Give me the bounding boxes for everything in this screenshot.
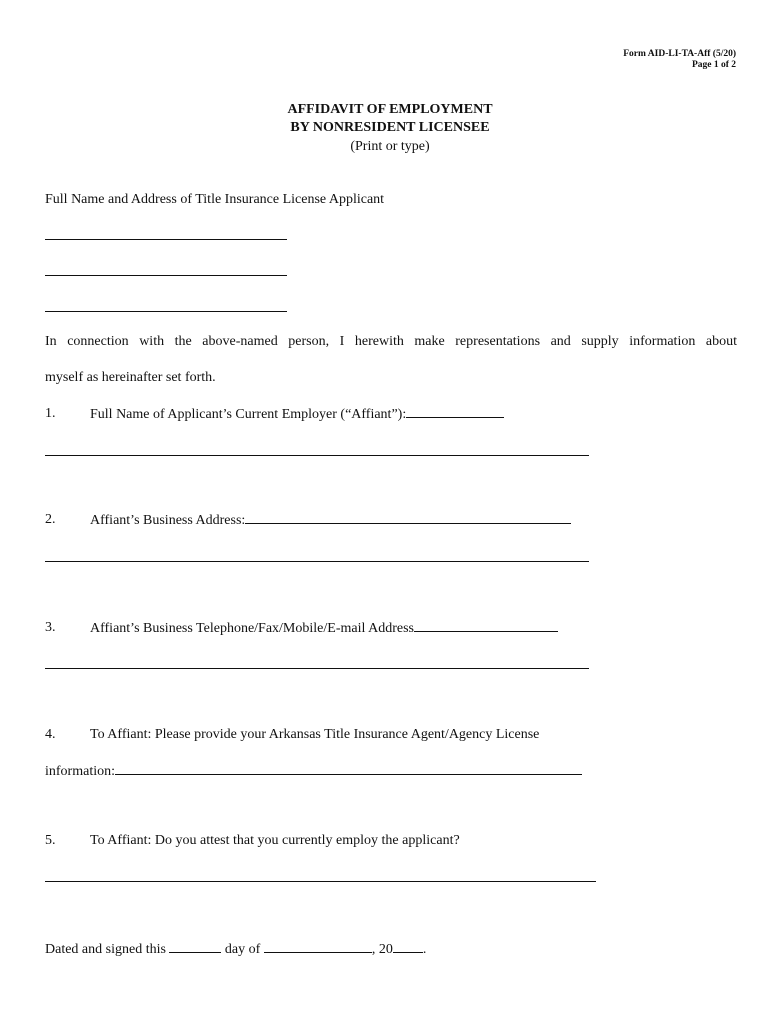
item-5-text: To Affiant: Do you attest that you currently employ the applicant? [90, 833, 460, 848]
item-3-answer-line[interactable] [45, 668, 589, 669]
document-title-line1: AFFIDAVIT OF EMPLOYMENT [287, 102, 493, 117]
applicant-line-3[interactable] [45, 311, 287, 312]
form-number: Form AID-LI-TA-Aff (5/20) [623, 49, 736, 59]
applicant-line-2[interactable] [45, 275, 287, 276]
applicant-name-address-label: Full Name and Address of Title Insurance License Applicant [45, 192, 385, 207]
month-blank[interactable] [264, 940, 372, 953]
dated-signed-line [45, 940, 426, 958]
year-blank[interactable] [393, 940, 423, 953]
item-4-continuation [45, 762, 582, 780]
year-prefix: , 20 [371, 942, 393, 957]
item-3-inline-blank[interactable] [414, 619, 558, 632]
item-3-text: Affiant’s Business Telephone/Fax/Mobile/E-mail Address [90, 621, 414, 636]
item-4-text: To Affiant: Please provide your Arkansas Title Insurance Agent/Agency License [90, 727, 540, 742]
item-1-number: 1. [45, 406, 56, 421]
item-2-answer-line[interactable] [45, 561, 589, 562]
item-2-label [90, 511, 571, 529]
item-4-number: 4. [45, 727, 56, 742]
dated-prefix: Dated and signed this [45, 942, 166, 957]
day-blank[interactable] [169, 940, 221, 953]
item-2-text: Affiant’s Business Address: [90, 513, 246, 528]
day-of-text: day of [224, 942, 261, 957]
applicant-line-1[interactable] [45, 239, 287, 240]
document-title-line2: BY NONRESIDENT LICENSEE [290, 120, 490, 135]
item-1-text: Full Name of Applicant’s Current Employer (“Affiant”): [90, 407, 407, 422]
item-3-label [90, 619, 558, 637]
sentence-end: . [422, 942, 427, 957]
item-5-answer-line[interactable] [45, 881, 596, 882]
intro-line-2: myself as hereinafter set forth. [45, 370, 216, 385]
item-1-inline-blank[interactable] [406, 405, 504, 418]
item-2-inline-blank[interactable] [245, 511, 571, 524]
print-or-type-instruction: (Print or type) [350, 139, 430, 154]
item-1-answer-line[interactable] [45, 455, 589, 456]
item-1-label [90, 405, 504, 423]
item-2-number: 2. [45, 512, 56, 527]
item-5-number: 5. [45, 833, 56, 848]
page-number: Page 1 of 2 [691, 60, 736, 70]
item-3-number: 3. [45, 620, 56, 635]
item-4-continuation-text: information: [45, 764, 115, 779]
intro-line-1: In connection with the above-named person, I herewith make representations and supply information about [45, 334, 737, 349]
item-4-inline-blank[interactable] [115, 762, 582, 775]
